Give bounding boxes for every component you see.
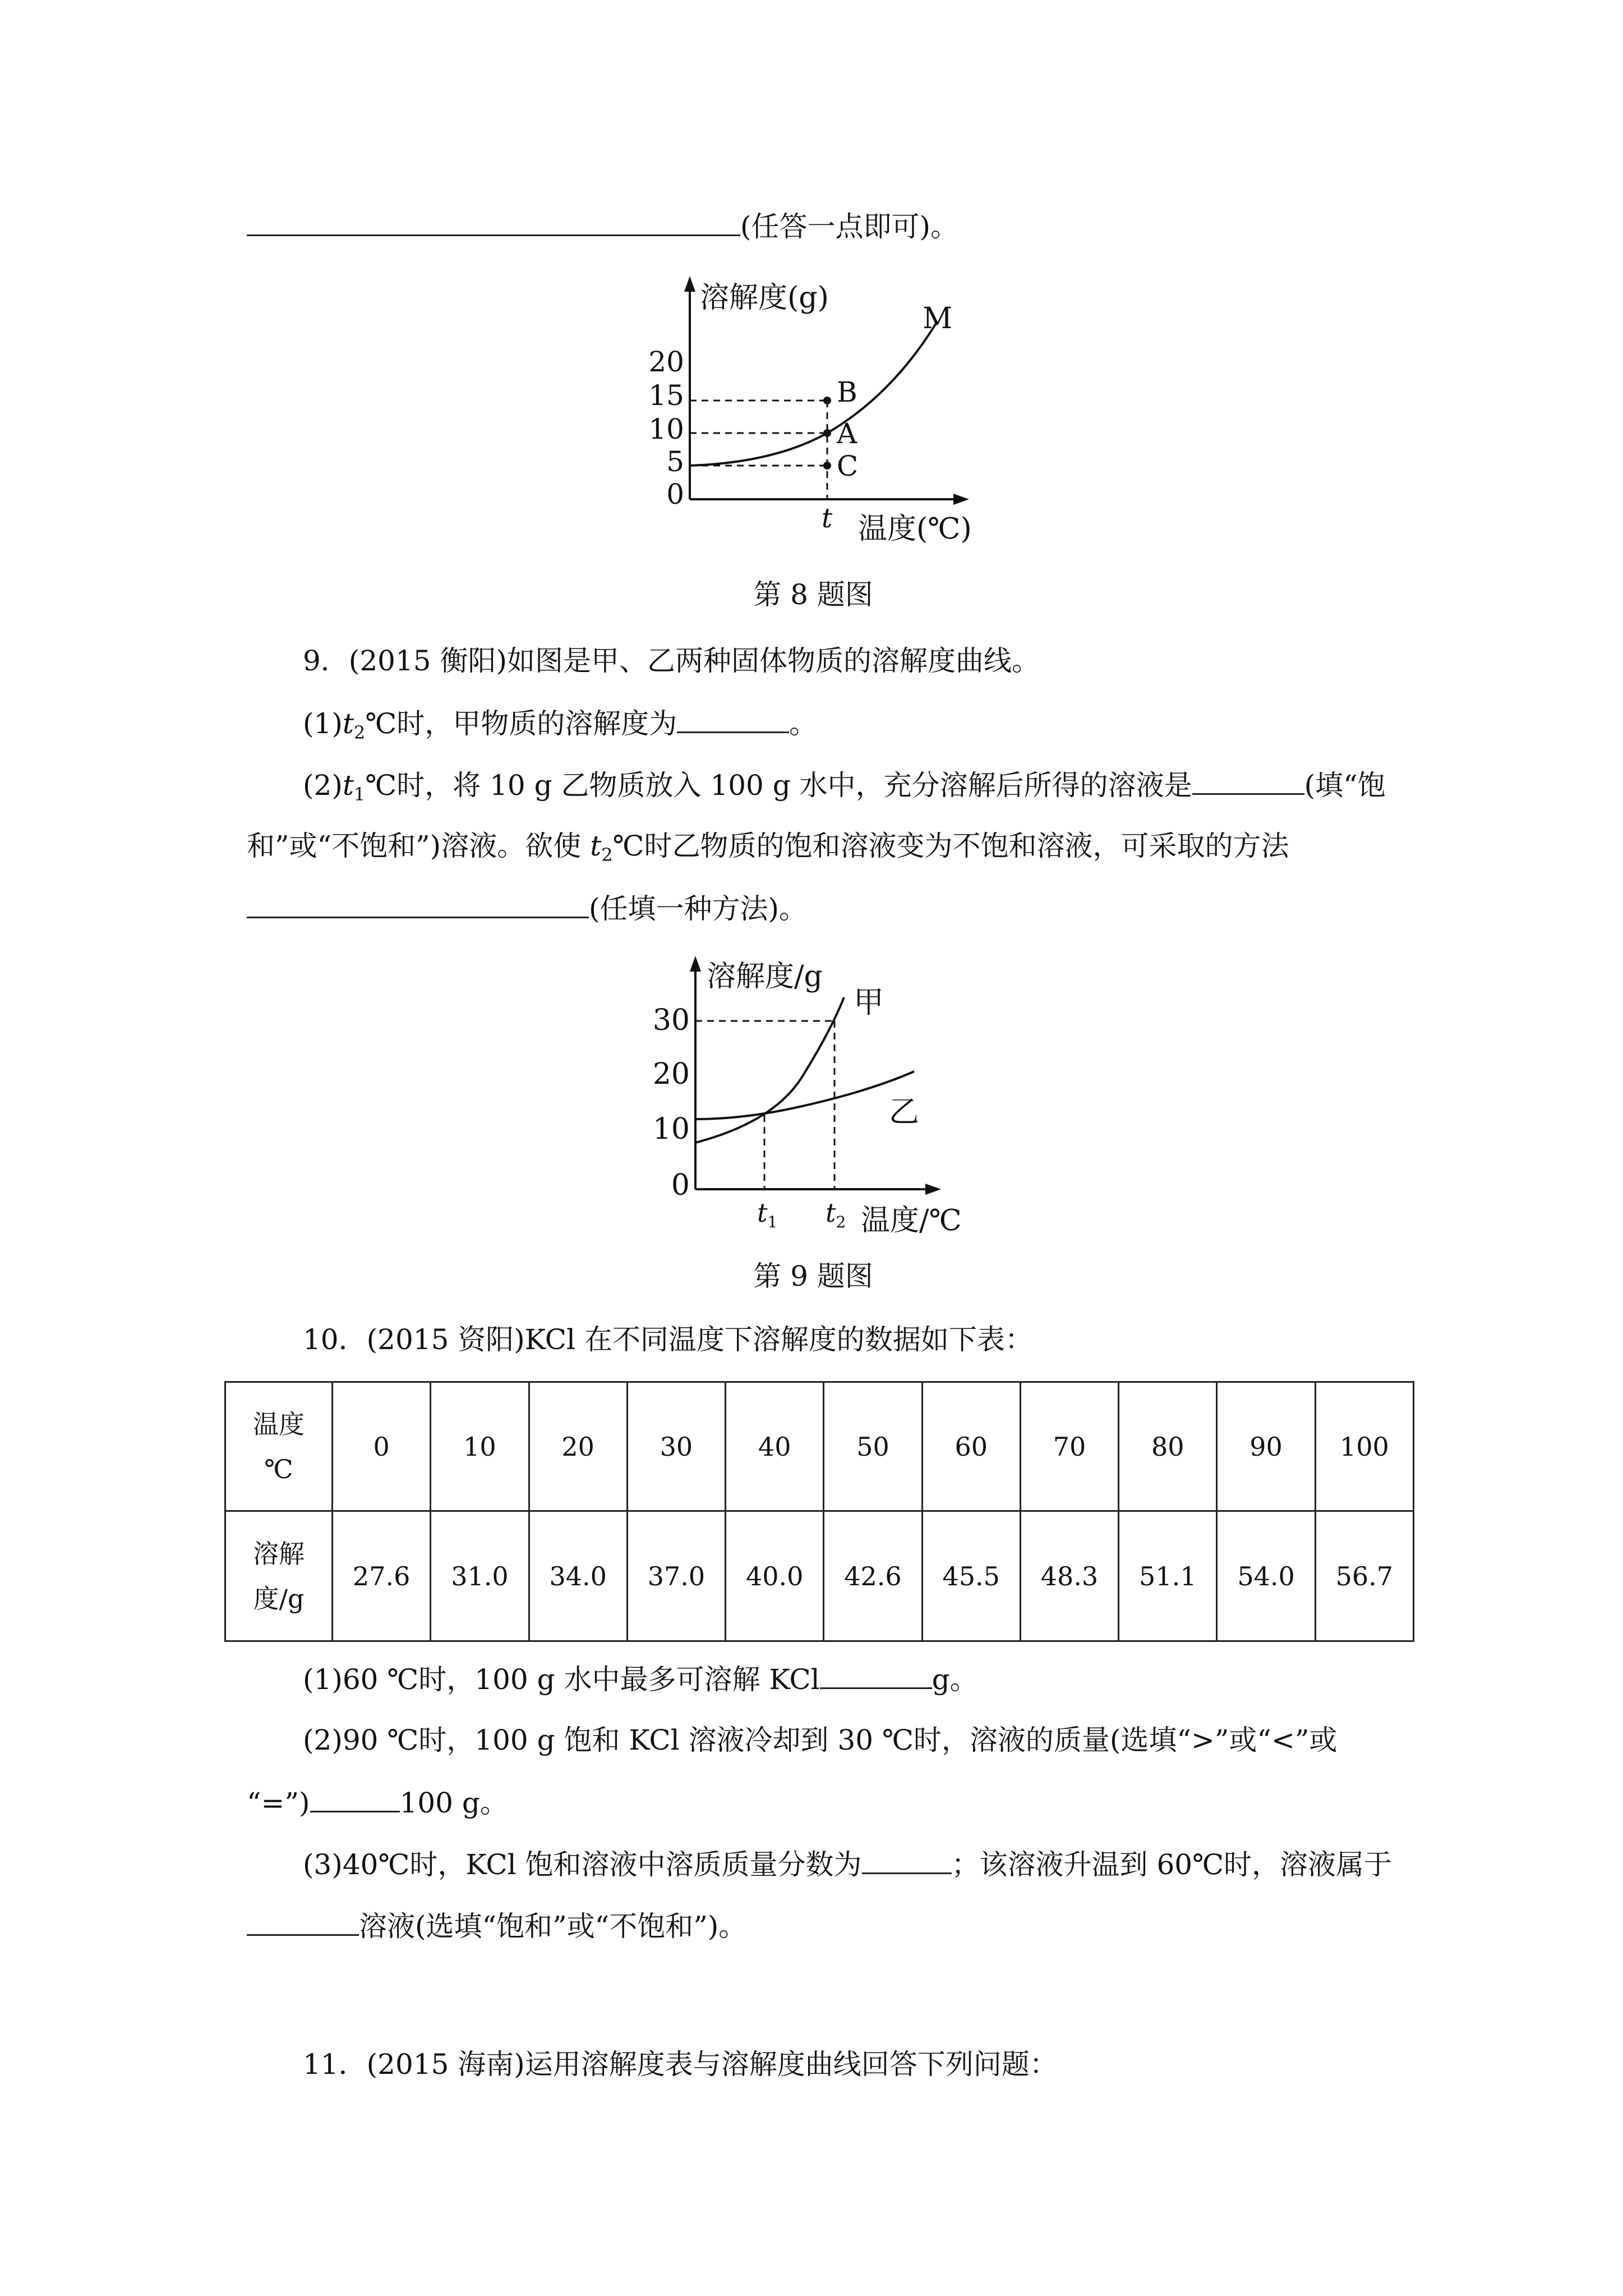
q11-stem: 11．(2015 海南)运用溶解度表与溶解度曲线回答下列问题： xyxy=(303,2048,1058,2081)
q9-part2-line1: $(2)t_1℃$时，将 10 g 乙物质放入 100 g 水中，充分溶解后所得的溶液是 (填“饱 xyxy=(303,767,1386,811)
y-axis-arrow xyxy=(690,956,701,972)
q9-blank-2 xyxy=(1192,767,1304,795)
y-axis-arrow xyxy=(684,276,695,292)
y-tick-20: 20 xyxy=(648,346,684,378)
y-tick-10: 10 xyxy=(652,1112,690,1146)
curve-yi xyxy=(695,1071,914,1119)
table-cell: 27.6 xyxy=(333,1511,431,1641)
point-A xyxy=(823,429,831,437)
q10-blank-1 xyxy=(820,1662,932,1689)
table-cell: 56.7 xyxy=(1315,1511,1413,1641)
q10-part3-line1: (3)40℃时，KCl 饱和溶液中溶质质量分数为 ；该溶液升温到 60℃时，溶液属于 xyxy=(303,1847,1392,1881)
q10-part1: (1)60 ℃时，100 g 水中最多可溶解 KCl g。 xyxy=(303,1662,978,1696)
table-cell: 45.5 xyxy=(922,1511,1020,1641)
table-cell: 31.0 xyxy=(431,1511,529,1641)
x-axis-label: 温度/℃ xyxy=(861,1204,962,1237)
y-tick-20: 20 xyxy=(652,1057,690,1091)
series-label-jia: 甲 xyxy=(854,984,884,1020)
table-row-solubility xyxy=(225,1511,1414,1641)
curve-label-M: M xyxy=(923,302,953,335)
q10-stem: 10．(2015 资阳)KCl 在不同温度下溶解度的数据如下表： xyxy=(303,1323,1033,1356)
table-cell: 54.0 xyxy=(1217,1511,1315,1641)
table-cell: 100 xyxy=(1315,1382,1413,1511)
table-cell: 34.0 xyxy=(529,1511,627,1641)
table-cell: 0 xyxy=(333,1382,431,1511)
q9-blank-1 xyxy=(677,706,789,733)
table-cell: 51.1 xyxy=(1119,1511,1217,1641)
curve-jia xyxy=(695,997,844,1143)
point-B xyxy=(823,397,831,404)
table-cell: 80 xyxy=(1119,1382,1217,1511)
x-axis-arrow xyxy=(953,494,969,505)
curve-M xyxy=(690,323,937,466)
q8-answer-line: (任答一点即可)。 xyxy=(247,209,958,243)
table-cell: 70 xyxy=(1020,1382,1118,1511)
y-axis-label: 溶解度(g) xyxy=(700,281,829,315)
table-cell: 37.0 xyxy=(627,1511,725,1641)
y-tick-10: 10 xyxy=(648,413,684,445)
point-label-A: A xyxy=(837,417,857,450)
y-tick-0: 0 xyxy=(671,1168,690,1202)
table-row-temperature xyxy=(225,1382,1414,1511)
q10-blank-4 xyxy=(247,1908,359,1936)
kcl-solubility-table xyxy=(224,1381,1414,1642)
figure-9-solubility-chart xyxy=(634,954,1004,1245)
x-axis-arrow xyxy=(925,1184,941,1195)
x-axis-label: 温度(℃) xyxy=(858,512,972,546)
table-cell: 60 xyxy=(922,1382,1020,1511)
table-cell: 30 xyxy=(627,1382,725,1511)
q10-part2-line1: (2)90 ℃时，100 g 饱和 KCl 溶液冷却到 30 ℃时，溶液的质量(选填“>”或“<”或 xyxy=(303,1724,1338,1756)
y-tick-5: 5 xyxy=(666,445,684,478)
table-cell: 20 xyxy=(529,1382,627,1511)
figure-8-solubility-chart xyxy=(634,275,1026,555)
table-cell: 50 xyxy=(824,1382,922,1511)
y-tick-15: 15 xyxy=(648,379,684,412)
q9-part2-line2: 和”或“不饱和”)溶液。欲使 $t_2℃$时乙物质的饱和溶液变为不饱和溶液，可采取的方法 xyxy=(247,830,1289,866)
x-tick-t1: $t_1$ xyxy=(757,1198,778,1231)
point-label-C: C xyxy=(837,450,859,482)
table-cell: 10 xyxy=(431,1382,529,1511)
q10-blank-2 xyxy=(310,1785,400,1812)
table-cell: 42.6 xyxy=(824,1511,922,1641)
table-cell: 40.0 xyxy=(726,1511,824,1641)
q9-part1: $(1)t_2℃$时，甲物质的溶解度为 。 xyxy=(303,706,817,749)
y-tick-0: 0 xyxy=(666,478,684,510)
q10-blank-3 xyxy=(862,1847,952,1874)
answer-blank xyxy=(247,209,740,236)
table-header-solubility: 溶解 度/g xyxy=(225,1511,333,1641)
point-C xyxy=(823,462,831,470)
q9-stem: 9．(2015 衡阳)如图是甲、乙两种固体物质的溶解度曲线。 xyxy=(303,645,1040,677)
x-tick-t2: $t_2$ xyxy=(826,1198,846,1231)
q10-part3-line2: 溶液(选填“饱和”或“不饱和”)。 xyxy=(247,1908,746,1943)
figure-8-caption: 第 8 题图 xyxy=(753,578,873,611)
series-label-yi: 乙 xyxy=(889,1094,919,1129)
y-tick-30: 30 xyxy=(652,1004,690,1037)
point-label-B: B xyxy=(837,376,857,408)
table-cell: 48.3 xyxy=(1020,1511,1118,1641)
q9-blank-3 xyxy=(247,891,589,918)
table-cell: 40 xyxy=(726,1382,824,1511)
x-tick-t: t xyxy=(822,503,833,534)
q10-part2-line2: “=”) 100 g。 xyxy=(247,1785,508,1820)
figure-9-caption: 第 9 题图 xyxy=(753,1260,873,1292)
q9-part2-line3: (任填一种方法)。 xyxy=(247,891,807,926)
table-header-temperature: 温度 ℃ xyxy=(225,1382,333,1511)
table-cell: 90 xyxy=(1217,1382,1315,1511)
y-axis-label: 溶解度/g xyxy=(707,960,823,993)
